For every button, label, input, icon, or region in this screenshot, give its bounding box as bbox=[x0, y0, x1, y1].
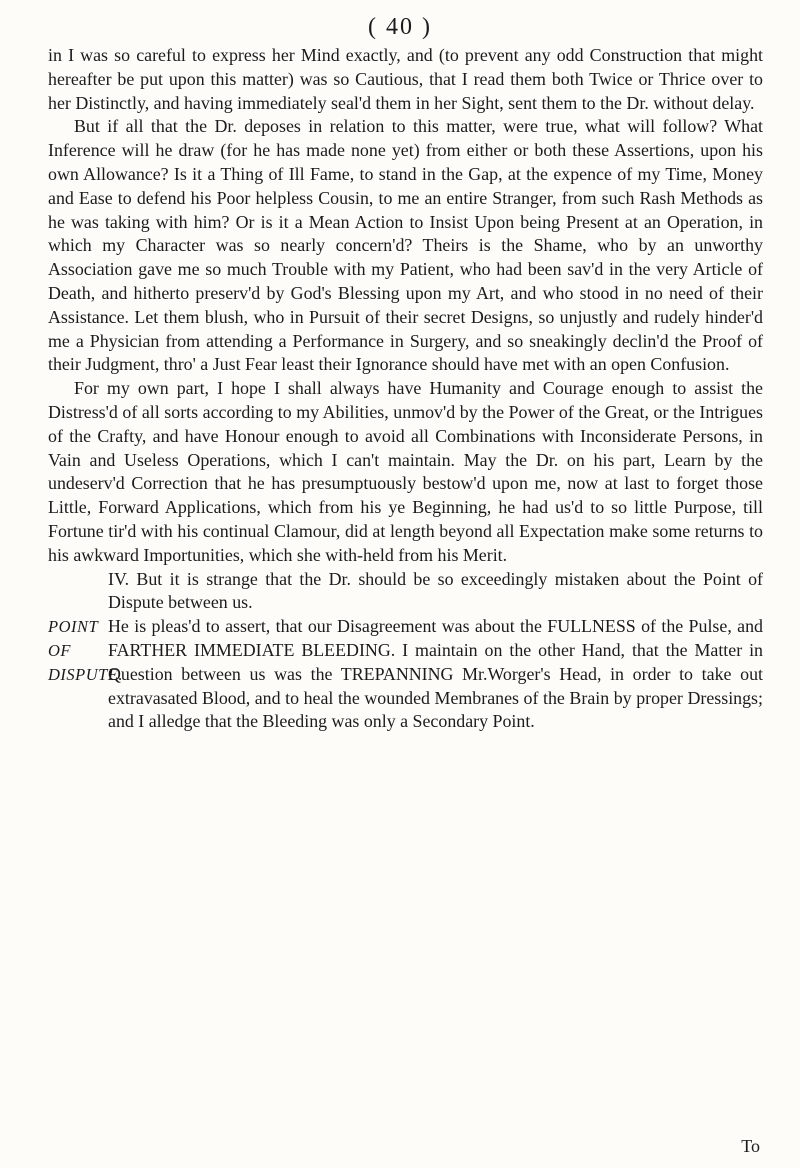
margin-note: POINT OF DISPUTE. bbox=[48, 617, 124, 684]
section-iv-heading: IV. But it is strange that the Dr. should be so exceedingly mistaken about the Point of Dispute between us. bbox=[108, 568, 763, 613]
page-body bbox=[48, 44, 763, 734]
page-number: ( 40 ) bbox=[368, 14, 432, 40]
paragraph-1: in I was so careful to express her Mind exactly, and (to prevent any odd Construction that might hereafter be put upon this matter) was so Cautious, that I read them both Twice or Thrice over to her Distinctly, and having immediately seal'd them in her Sight, sent them to the Dr. without delay. bbox=[48, 45, 763, 113]
paragraph-3: For my own part, I hope I shall always have Humanity and Courage enough to assist the Distress'd of all sorts according to my Abilities, unmov'd by the Power of the Great, or the Intrigues of the Crafty, and have Honour enough to avoid all Combinations with Inconsiderate Persons, in Vain and Useless Operations, which I can't maintain. May the Dr. on his part, Learn by the undeserv'd Correction that he has presumptuously bestow'd upon me, now at last to forget those Little, Forward Applications, which from his ye Beginning, he had us'd to so little Purpose, till Fortune tir'd with his continual Clamour, did at length beyond all Expectation make some returns to his awkward Importunities, which she with-held from his Merit. bbox=[48, 378, 763, 565]
paragraph-2: But if all that the Dr. deposes in relation to this matter, were true, what will follow? What Inference will he draw (for he has made none yet) from either or both these Assertions, upon his own Allowance? Is it a Thing of Ill Fame, to stand in the Gap, at the expence of my Time, Money and Ease to defend his Poor helpless Cousin, to me an entire Stranger, from such Rash Methods as he was taking with him? Or is it a Mean Action to Insist Upon being Present at an Operation, in which my Character was so nearly concern'd? Theirs is the Shame, who by an unworthy Association gave me so much Trouble with my Patient, who had been sav'd in the very Article of Death, and hitherto preserv'd by God's Blessing upon my Art, and who stood in no need of their Assistance. Let them blush, who in Pursuit of their secret Designs, so unjustly and rudely hinder'd me a Physician from attending a Performance in Surgery, and so sneakingly declin'd the Proof of their Judgment, thro' a Just Fear least their Ignorance should have met with an open Confusion. bbox=[48, 116, 763, 375]
section-iv-body: He is pleas'd to assert, that our Disagreement was about the FULLNESS of the Pulse, and FARTHER IMMEDIATE BLEEDING. I maintain on the other Hand, that the Matter in Question between us was the TREPANNING Mr.Worger's Head, in order to take out extravasated Blood, and to heal the wounded Membranes of the Brain by proper Dressings; and I alledge that the Bleeding was only a Secondary Point. bbox=[108, 616, 763, 732]
section-iv-body-row bbox=[48, 615, 763, 734]
catchword: To bbox=[741, 1136, 760, 1156]
